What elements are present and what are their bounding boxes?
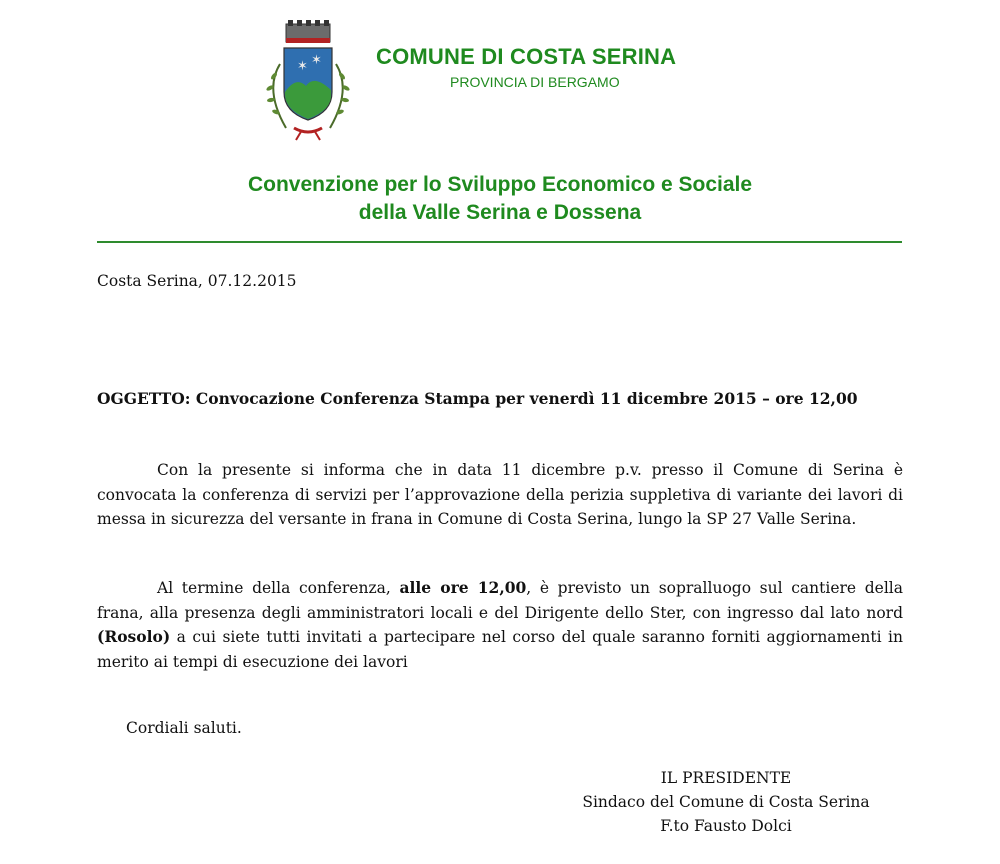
header-divider (97, 241, 902, 243)
svg-text:✶: ✶ (311, 53, 322, 68)
letter-paragraph-2: Al termine della conferenza, alle ore 12,00, è previsto un sopralluogo sul cantiere della frana, alla presenza degli amministratori locali e del Dirigente dello Ster, con ingresso dal lato nord (Rosolo) a cui siete tutti invitati a partecipare nel corso del quale saranno forniti aggiornamenti in merito ai tempi di esecuzione dei lavori (97, 578, 903, 671)
signature-title: IL PRESIDENTE (660, 769, 792, 787)
letter-subject: OGGETTO: Convocazione Conferenza Stampa per venerdì 11 dicembre 2015 – ore 12,00 (97, 389, 858, 408)
entrance-location: (Rosolo) (97, 627, 171, 646)
convention-title-line1: Convenzione per lo Sviluppo Economico e Sociale (247, 173, 753, 196)
letter-closing: Cordiali saluti. (126, 719, 242, 737)
svg-text:✶: ✶ (297, 59, 308, 74)
meeting-time: alle ore 12,00 (399, 578, 527, 597)
province-name: PROVINCIA DI BERGAMO (450, 74, 620, 90)
letter-date: Costa Serina, 07.12.2015 (97, 272, 297, 290)
letter-paragraph-1: Con la presente si informa che in data 11 dicembre p.v. presso il Comune di Serina è convocata la conferenza di servizi per l’approvazione della perizia suppletiva di variante dei lavori di messa in sicurezza del versante in frana in Comune di Costa Serina, lungo la SP 27 Valle Serina. (97, 461, 903, 528)
signature-role: Sindaco del Comune di Costa Serina (582, 793, 870, 811)
municipality-name: COMUNE DI COSTA SERINA (376, 44, 677, 69)
convention-title-line2: della Valle Serina e Dossena (358, 201, 642, 224)
signature-name: F.to Fausto Dolci (660, 817, 792, 835)
municipal-crest-logo (256, 20, 360, 142)
